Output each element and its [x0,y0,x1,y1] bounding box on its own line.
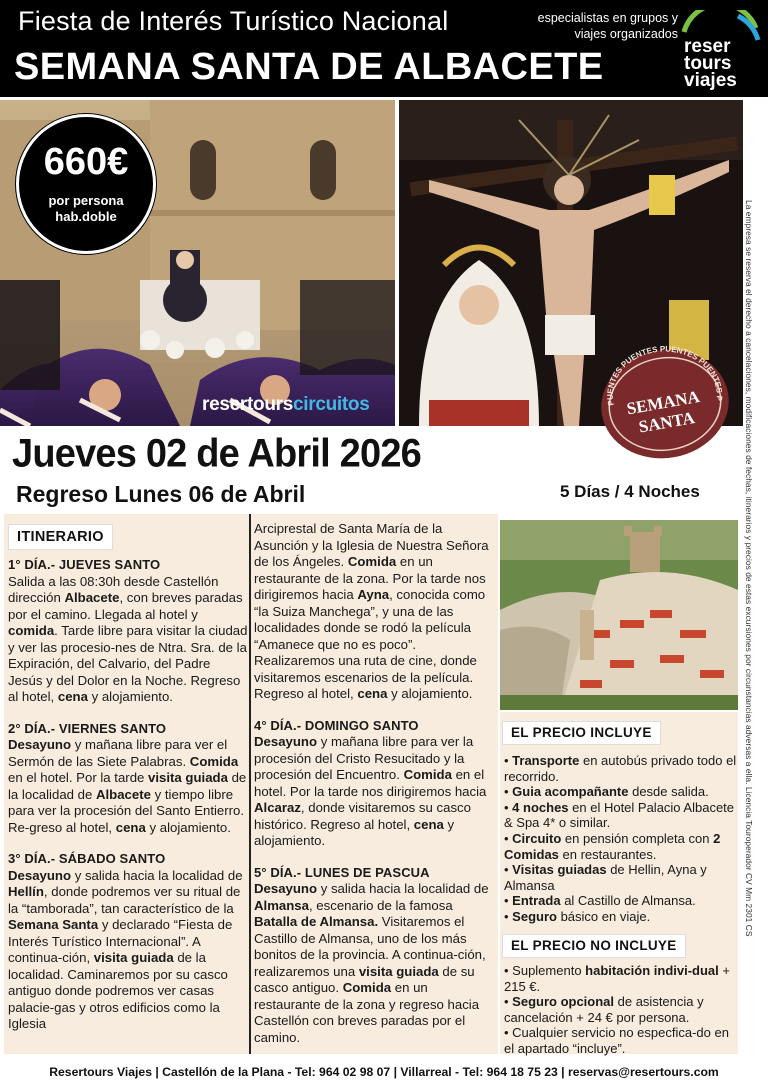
itinerary-day [8,557,248,706]
price-list-item: • Visitas guiadas de Hellin, Ayna y Almansa [504,862,707,893]
header-tagline: especialistas en grupos y viajes organizados [537,11,678,41]
itinerary-label: ITINERARIO [8,524,113,550]
price-list-item: • Suplemento habitación indivi-dual + 215 €. [504,963,730,994]
price-includes-label: EL PRECIO INCLUYE [502,721,661,745]
itinerary-day-text: Desayuno y salida hacia la localidad de Hellín, donde podremos ver su ritual de la “tamborada”, tan característico de la Semana Santa y declarado “Fiesta de Interés Turístico Internacional”. A continua-ción, visita guiada de la localidad. Caminaremos por su casco antiguo donde podremos ver casas palacie-gas y otros edificios como la Iglesia [8,867,243,1031]
logo-word: reser [684,36,731,57]
itinerary-column-middle [254,521,496,1061]
column-divider [249,514,251,1054]
price-unit-line: por persona [48,193,124,208]
price-list-item: • Cualquier servicio no especfica-do en el apartado “incluye”. [504,1025,729,1056]
logo-word: tours [684,53,732,74]
legal-side-note [740,100,768,937]
itinerary-day-title: 1° DÍA.- JUEVES SANTO [8,557,161,572]
legal-side-note-text: La empresa se reserva el derecho a cancelaciones, modificaciones de fechas, itinerarios y precios de estas excursiones por circunstancias adversas a ella. Licencia Touroperador CV Mm 2301 CS [744,200,754,937]
alcala-town-photo [500,520,738,710]
itinerary-day [8,851,248,1033]
itinerary-day-continued [254,521,496,703]
resertours-circuitos-brand [202,394,370,416]
itinerary-day-text: Desayuno y mañana libre para ver la procesión del Cristo Resucitado y la procesión del Encuentro. Comida en el hotel. Por la tarde nos dirigiremos hacia Alcaraz, donde visitaremos su casco histórico. Regreso al hotel, cena y alojamiento. [254,734,487,848]
itinerary-day-title: 5° DÍA.- LUNES DE PASCUA [254,864,430,880]
trip-duration: 5 Días / 4 Noches [560,482,700,501]
itinerary-day-text: Desayuno y mañana libre para ver el Sermón de las Siete Palabras. Comida en el hotel. Por la tarde visita guiada de la localidad de Albacete y tiempo libre para ver la procesión del Santo Entierro. Re-greso al hotel, cena y alojamiento. [8,737,247,835]
price-list-item: • 4 noches en el Hotel Palacio Albacete & Spa 4* o similar. [504,799,735,831]
stamp-title: SEMANA SANTA [625,386,702,437]
price-excludes-list [504,963,738,1057]
header-title: SEMANA SANTA DE ALBACETE [14,46,604,88]
header-banner [0,0,768,97]
brand-part: resertours [202,394,293,415]
price-list-item: • Seguro opcional de asistencia y cancelación + 24 € por persona. [504,994,704,1025]
header-subtitle: Fiesta de Interés Turístico Nacional [18,6,449,36]
price-unit-line: hab.doble [55,209,117,224]
contact-footer: Resertours Viajes | Castellón de la Plana - Tel: 964 02 98 07 | Villarreal - Tel: 964 18 75 23 | reservas@resertours.com [49,1065,719,1079]
price-unit [19,193,153,225]
departure-date: Jueves 02 de Abril 2026 [12,432,422,477]
price-list-item: • Transporte en autobús privado todo el recorrido. [504,753,737,784]
price-badge [16,114,156,254]
itinerary-day-title: 2° DÍA.- VIERNES SANTO [8,720,167,736]
price-list-item: • Guia acompañante desde salida. [504,784,709,800]
itinerary-day-text: Desayuno y salida hacia la localidad de Almansa, escenario de la famosa Batalla de Almansa. Visitaremos el Castillo de Almansa, uno de los más bonitos de la provincia. A continua-ción, realizaremos una visita guiada de su casco antiguo. Comida en un restaurante de la zona y regreso hacia Castellón con breves paradas por el camino. [254,881,489,1045]
return-date: Regreso Lunes 06 de Abril [16,481,306,507]
resertours-logo[interactable] [676,10,762,90]
price-includes-list [504,753,738,925]
logo-word: viajes [684,70,737,91]
itinerary-day [254,718,496,850]
brand-part: circuitos [293,394,370,415]
semana-santa-stamp [596,345,734,463]
itinerary-column-left [8,557,248,1048]
itinerary-day-text: Salida a las 08:30h desde Castellón dirección Albacete, con breves paradas por el camino. Llegada al hotel y comida. Tarde libre para visitar la ciudad y ver las procesio-nes de Ntra. Sra. de la Expiración, del Calvario, del Padre Jesús y del Dolor en la Noche. Regreso al hotel, cena y alojamiento. [8,573,248,704]
logo-wordmark [684,38,737,89]
price-list-item: • Circuito en pensión completa con 2 Comidas en restaurantes. [504,830,721,862]
itinerary-day [8,721,248,837]
price-amount: 660€ [43,141,129,183]
itinerary-day-title: 3° DÍA.- SÁBADO SANTO [8,851,166,866]
price-list-item: • Entrada al Castillo de Almansa. [504,893,696,909]
price-excludes-label: EL PRECIO NO INCLUYE [502,934,686,958]
stamp-ring-text: PUENTES PUENTES PUENTES PUENTES P [605,345,724,407]
itinerary-day-text: Arciprestal de Santa María de la Asunción y la Iglesia de Nuestra Señora de los Ángeles. Comida en un restaurante de la zona. Por la tarde nos dirigiremos hacia Ayna, conocida como “la Suiza Manchega”, y una de las localidades donde se rodó la película “Amanece que no es poco”. Realizaremos una ruta de cine, donde visitaremos escenarios de la película. Regreso al hotel, cena y alojamiento. [254,521,489,701]
itinerary-day [254,865,496,1047]
price-list-item: • Seguro básico en viaje. [504,908,651,924]
itinerary-day-title: 4° DÍA.- DOMINGO SANTO [254,717,419,733]
